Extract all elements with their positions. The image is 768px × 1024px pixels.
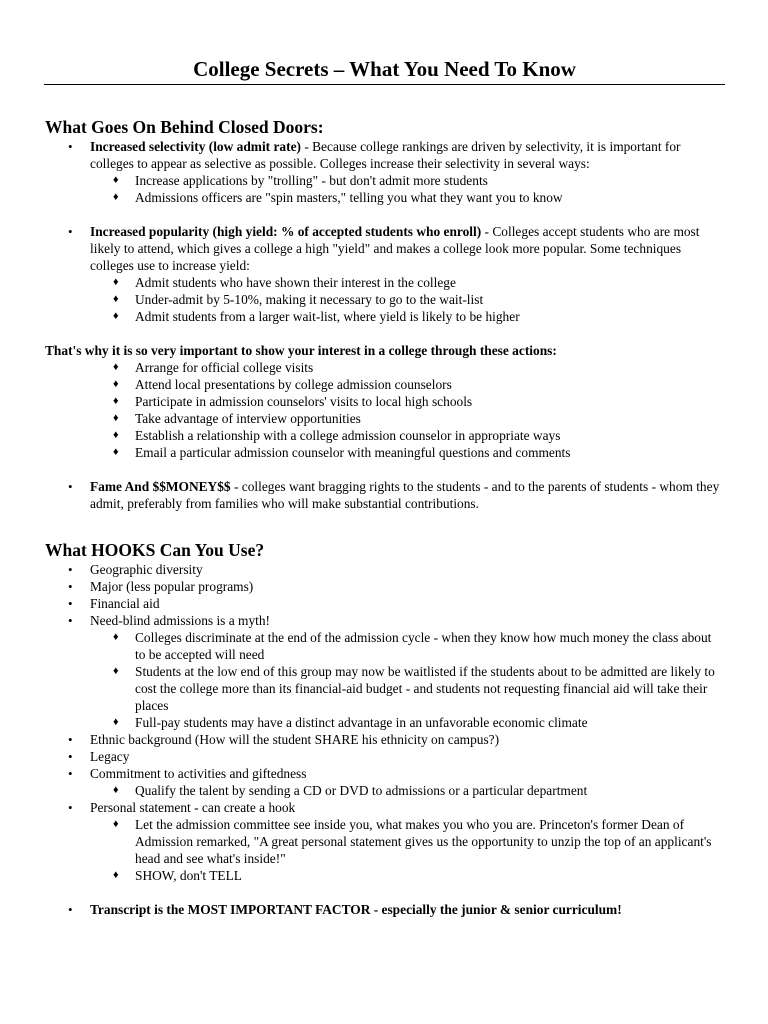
list-item [45, 765, 725, 782]
item-text: Major (less popular programs) [90, 579, 254, 594]
diamond-bullet-icon: ♦ [113, 191, 119, 203]
list-item [45, 731, 725, 748]
sub-list-item [45, 359, 725, 376]
sub-list-item [45, 189, 725, 206]
sub-list-item [45, 782, 725, 799]
list-item [45, 578, 725, 595]
sub-item-text: Qualify the talent by sending a CD or DVD to admissions or a particular department [135, 783, 588, 798]
sub-item-text: Let the admission committee see inside you, what makes you who you are. Princeton's former Dean of Admission remarked, "A great personal statement gives us the opportunity to unzip the top of an applicant's head and see what's inside!" [135, 817, 712, 866]
sub-item-text: Under-admit by 5-10%, making it necessary to go to the wait-list [135, 292, 484, 307]
item-bold-text: Fame And $$MONEY$$ [90, 479, 231, 494]
item-bold-text: Increased selectivity (low admit rate) [90, 139, 301, 154]
sub-item-text: Full-pay students may have a distinct advantage in an unfavorable economic climate [135, 715, 588, 730]
list-item [45, 799, 725, 816]
bullet-icon: • [68, 139, 73, 154]
sub-list-item [45, 274, 725, 291]
bullet-icon: • [68, 902, 73, 917]
diamond-bullet-icon: ♦ [113, 869, 119, 881]
diamond-bullet-icon: ♦ [113, 378, 119, 390]
diamond-bullet-icon: ♦ [113, 631, 119, 643]
sub-list-item [45, 393, 725, 410]
item-text: Ethnic background (How will the student SHARE his ethnicity on campus?) [90, 732, 500, 747]
sub-item-text: Admit students from a larger wait-list, where yield is likely to be higher [135, 309, 520, 324]
page-title: College Secrets – What You Need To Know [44, 56, 725, 85]
diamond-bullet-icon: ♦ [113, 412, 119, 424]
item-text: Geographic diversity [90, 562, 203, 577]
bullet-icon: • [68, 613, 73, 628]
diamond-bullet-icon: ♦ [113, 361, 119, 373]
sub-list-item [45, 629, 725, 663]
sub-list-item [45, 867, 725, 884]
diamond-bullet-icon: ♦ [113, 665, 119, 677]
sub-item-text: SHOW, don't TELL [135, 868, 242, 883]
item-text: - Because college rankings are driven by selectivity, it is important for colleges to appear as selective as possible. Colleges increase their selectivity in several ways: [90, 139, 681, 171]
bullet-icon: • [68, 596, 73, 611]
sub-list-item [45, 376, 725, 393]
bullet-icon: • [68, 579, 73, 594]
list-item-transcript [45, 901, 725, 918]
bullet-icon: • [68, 732, 73, 747]
list-item [45, 595, 725, 612]
diamond-bullet-icon: ♦ [113, 784, 119, 796]
item-bold-text: Increased popularity (high yield: % of accepted students who enroll) [90, 224, 482, 239]
list-item [45, 748, 725, 765]
sub-list-item [45, 308, 725, 325]
sub-list-item [45, 714, 725, 731]
diamond-bullet-icon: ♦ [113, 293, 119, 305]
item-text: Legacy [90, 749, 130, 764]
sub-list-item [45, 172, 725, 189]
sub-item-text: Admit students who have shown their interest in the college [135, 275, 456, 290]
sub-list-item [45, 663, 725, 714]
item-text: Personal statement - can create a hook [90, 800, 296, 815]
sub-list-item [45, 444, 725, 461]
list-item-popularity [45, 223, 725, 274]
diamond-bullet-icon: ♦ [113, 276, 119, 288]
sub-item-text: Arrange for official college visits [135, 360, 314, 375]
list-item [45, 561, 725, 578]
sub-item-text: Email a particular admission counselor with meaningful questions and comments [135, 445, 571, 460]
diamond-bullet-icon: ♦ [113, 446, 119, 458]
bullet-icon: • [68, 749, 73, 764]
bullet-icon: • [68, 562, 73, 577]
bullet-icon: • [68, 766, 73, 781]
diamond-bullet-icon: ♦ [113, 818, 119, 830]
document-body [45, 116, 725, 918]
section-heading-closed-doors: What Goes On Behind Closed Doors: [45, 117, 324, 137]
item-text: Commitment to activities and giftedness [90, 766, 307, 781]
sub-list-item [45, 427, 725, 444]
bullet-icon: • [68, 479, 73, 494]
diamond-bullet-icon: ♦ [113, 716, 119, 728]
sub-list-item [45, 816, 725, 867]
section-heading-hooks: What HOOKS Can You Use? [45, 540, 265, 560]
interest-heading: That's why it is so very important to show your interest in a college through these actions: [45, 343, 557, 358]
sub-item-text: Admissions officers are "spin masters," telling you what they want you to know [135, 190, 563, 205]
item-text: - colleges want bragging rights to the students - and to the parents of students - whom they admit, preferably from families who will make substantial contributions. [90, 479, 720, 511]
item-text: Financial aid [90, 596, 160, 611]
sub-item-text: Attend local presentations by college admission counselors [135, 377, 452, 392]
item-text: Need-blind admissions is a myth! [90, 613, 271, 628]
list-item-selectivity [45, 138, 725, 172]
sub-item-text: Increase applications by "trolling" - but don't admit more students [135, 173, 488, 188]
sub-item-text: Colleges discriminate at the end of the admission cycle - when they know how much money the class about to be accepted will need [135, 630, 712, 662]
sub-item-text: Participate in admission counselors' visits to local high schools [135, 394, 473, 409]
sub-list-item [45, 410, 725, 427]
sub-item-text: Students at the low end of this group may now be waitlisted if the students about to be admitted are likely to cost the college more than its financial-aid budget - and students not requesting financial aid will take their places [135, 664, 715, 713]
sub-item-text: Take advantage of interview opportunities [135, 411, 361, 426]
diamond-bullet-icon: ♦ [113, 174, 119, 186]
list-item-fame-money [45, 478, 725, 512]
diamond-bullet-icon: ♦ [113, 395, 119, 407]
item-text: - Colleges accept students who are most likely to attend, which gives a college a high "yield" and makes a college look more popular. Some techniques colleges use to increase yield: [90, 224, 700, 273]
diamond-bullet-icon: ♦ [113, 429, 119, 441]
bullet-icon: • [68, 224, 73, 239]
sub-item-text: Establish a relationship with a college admission counselor in appropriate ways [135, 428, 561, 443]
diamond-bullet-icon: ♦ [113, 310, 119, 322]
sub-list-item [45, 291, 725, 308]
bullet-icon: • [68, 800, 73, 815]
list-item [45, 612, 725, 629]
item-bold-text: Transcript is the MOST IMPORTANT FACTOR - especially the junior & senior curriculum! [90, 902, 622, 917]
